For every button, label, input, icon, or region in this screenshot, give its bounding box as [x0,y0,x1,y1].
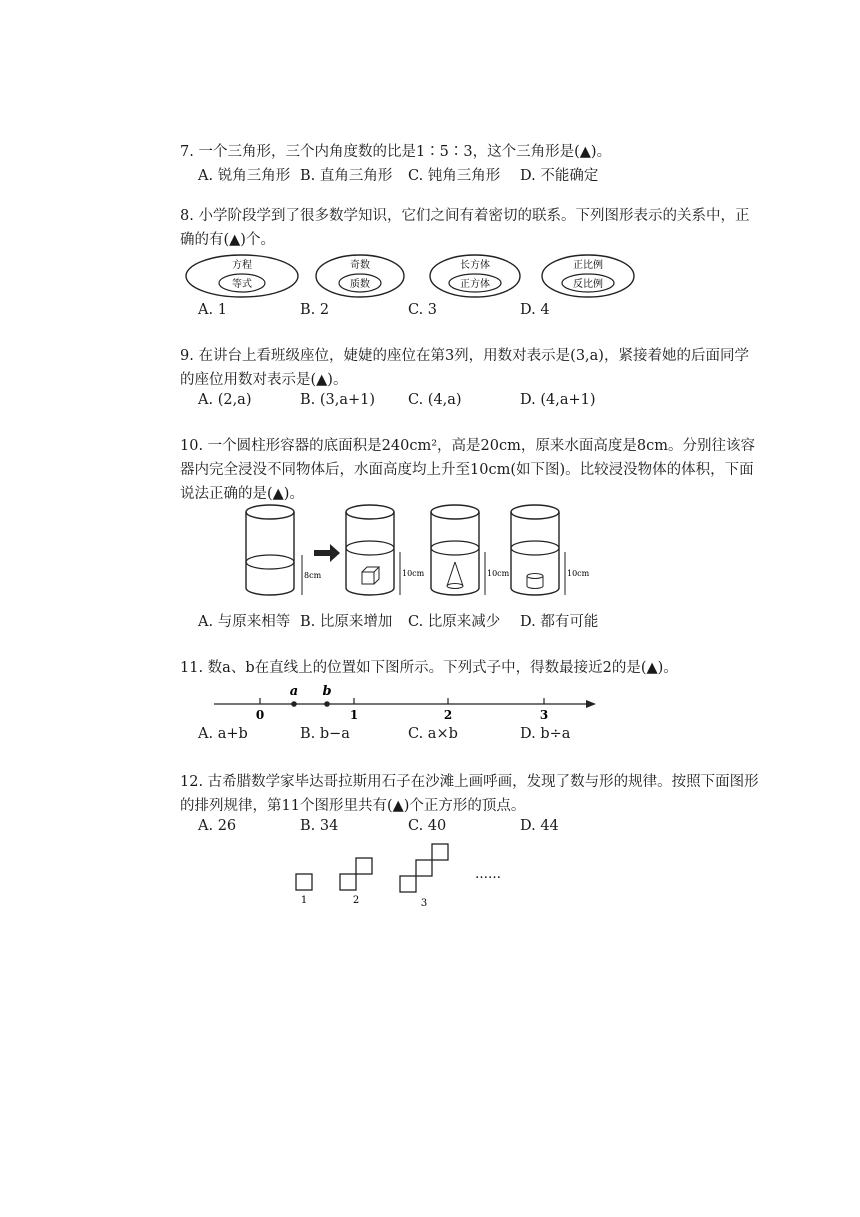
options-row [180,392,760,416]
option-b: B. 直角三角形 [300,168,393,184]
pattern-label-2: 2 [352,895,360,906]
cylinder-original [246,505,322,595]
venn-diagrams [180,252,640,300]
option-b: B. 比原来增加 [300,614,393,630]
tick-label-2: 2 [443,708,453,722]
option-a: A. 锐角三角形 [198,168,291,184]
venn-outer-label: 奇数 [350,260,370,271]
tick-label-3: 3 [539,708,549,722]
option-d: D. 44 [520,818,559,834]
venn-outer-label: 方程 [232,260,252,271]
venn-inner-label: 等式 [232,279,252,290]
number-line [210,682,600,722]
tick-label-0: 0 [255,708,265,722]
question-10 [180,434,760,506]
tick-label-1: 1 [349,708,359,722]
water-height-label: 8cm [304,571,322,580]
option-b: B. b−a [300,726,350,742]
option-c: C. a×b [408,726,458,742]
option-d: D. (4,a+1) [520,392,596,408]
pattern-2-square [340,874,356,890]
square-pattern-figure [290,840,520,910]
cone-icon [447,562,463,589]
option-d: D. 4 [520,302,550,318]
options-row [180,726,760,750]
venn-inner-label: 正方体 [460,279,490,290]
question-stem: 11. 数a、b在直线上的位置如下图所示。下列式子中，得数最接近2的是(▲)。 [180,660,678,676]
water-height-label: 10cm [402,569,425,578]
venn-outer-label: 正比例 [573,260,603,271]
question-7 [180,140,760,188]
options-row [180,302,760,326]
arrow-right-icon [314,544,340,562]
question-11 [180,656,760,680]
option-b: B. 2 [300,302,330,318]
venn-outer-label: 长方体 [460,260,490,271]
venn-diagram-4 [542,255,634,297]
small-cylinder-icon [527,574,543,589]
option-d: D. 都有可能 [520,614,599,630]
question-8 [180,204,760,252]
water-height-label: 10cm [487,569,510,578]
arrow-right-icon [586,700,596,708]
option-c: C. 比原来减少 [408,614,501,630]
option-a: A. 与原来相等 [198,614,291,630]
option-a: A. 26 [198,818,237,834]
cylinder-with-cone [431,505,510,595]
venn-diagram-1 [186,255,298,297]
question-10-options [180,610,760,634]
question-stem: 9. 在讲台上看班级座位，婕婕的座位在第3列，用数对表示是(3,a)，紧接着她的后面同学的座位用数对表示是(▲)。 [180,348,749,388]
pattern-2-square [356,858,372,874]
option-d: D. b÷a [520,726,571,742]
option-b: B. (3,a+1) [300,392,376,408]
cylinder-with-cube [346,505,425,595]
venn-inner-label: 反比例 [573,279,603,290]
pattern-3-square [416,860,432,876]
option-c: C. 3 [408,302,438,318]
option-c: C. 钝角三角形 [408,168,501,184]
point-b-label: b [322,684,332,699]
options-row [180,818,760,842]
option-d: D. 不能确定 [520,168,599,184]
venn-diagram-2 [316,255,404,297]
options-row [180,610,760,634]
option-a: A. a+b [198,726,248,742]
point-a [291,701,297,707]
question-9 [180,344,760,416]
pattern-3-square [432,844,448,860]
cylinder-figure [230,500,590,610]
venn-inner-label: 质数 [350,279,370,290]
cylinder-with-small-cylinder [511,505,590,595]
option-c: C. 40 [408,818,447,834]
venn-diagram-3 [430,255,520,297]
pattern-1-square [296,874,312,890]
water-height-label: 10cm [567,569,590,578]
question-stem: 7. 一个三角形，三个内角度数的比是1∶5∶3，这个三角形是(▲)。 [180,144,612,160]
question-11-options [180,726,760,750]
question-stem: 12. 古希腊数学家毕达哥拉斯用石子在沙滩上画呼画，发现了数与形的规律。按照下面图形的排列规律，第11个图形里共有(▲)个正方形的顶点。 [180,774,759,814]
question-8-options [180,302,760,326]
question-stem: 8. 小学阶段学到了很多数学知识，它们之间有着密切的联系。下列图形表示的关系中，正确的有(▲)个。 [180,208,750,248]
pattern-label-3: 3 [420,898,428,909]
point-b [324,701,330,707]
pattern-3-square [400,876,416,892]
question-12 [180,770,760,842]
option-b: B. 34 [300,818,339,834]
options-row [180,164,760,188]
ellipsis: …… [475,867,501,882]
pattern-label-1: 1 [300,895,308,906]
option-a: A. 1 [198,302,227,318]
cube-icon [362,567,379,584]
option-a: A. (2,a) [198,392,252,408]
question-stem: 10. 一个圆柱形容器的底面积是240cm²，高是20cm，原来水面高度是8cm。分别往该容器内完全浸没不同物体后，水面高度均上升至10cm(如下图)。比较浸没物体的体积，下面说法正确的是(▲)。 [180,438,755,502]
point-a-label: a [289,684,299,699]
option-c: C. (4,a) [408,392,462,408]
